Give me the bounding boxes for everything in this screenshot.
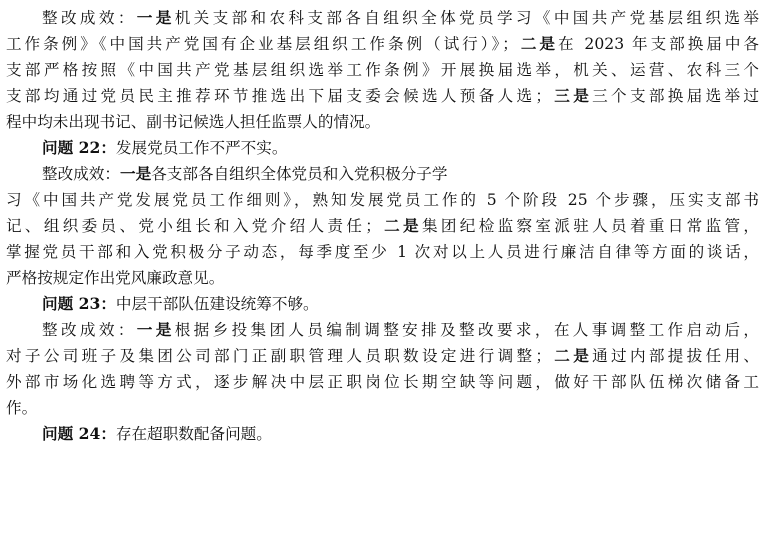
paragraph-line: 严格按规定作出党风廉政意见。 — [6, 269, 225, 287]
paragraph-text: 通过内部提拔任用、 — [592, 347, 759, 365]
point-marker: 二是 — [380, 216, 422, 235]
point-marker: 二是 — [517, 34, 558, 53]
paragraph-line — [6, 5, 759, 31]
outcome-label: 整改成效： — [42, 165, 120, 183]
paragraph-line — [6, 83, 759, 109]
paragraph-line: 外部市场化选聘等方式，逐步解决中层正职岗位长期空缺等问题，做好干部队伍梯次储备工 — [6, 373, 759, 391]
paragraph-text: 机关支部和农科支部各自组织全体党员学习《中国共产党基层组织选举 — [174, 9, 759, 27]
paragraph-text: 各支部各自组织全体党员和入党积极分子学 — [151, 165, 448, 183]
issue-label: 问题 24： — [42, 424, 116, 443]
paragraph-line — [6, 317, 759, 343]
paragraph-text: 记、组织委员、党小组长和入党介绍人责任； — [6, 217, 381, 235]
paragraph-text: 工作条例》《中国共产党国有企业基层组织工作条例（试行）》； — [6, 35, 518, 53]
paragraph-line — [6, 343, 759, 369]
point-marker: 一是 — [136, 8, 175, 27]
paragraph-text: 集团纪检监察室派驻人员着重日常监管， — [421, 217, 759, 235]
point-marker: 一是 — [136, 320, 175, 339]
paragraph-text: 三个支部换届选举过 — [592, 87, 759, 105]
issue-heading — [6, 291, 759, 317]
paragraph-line: 支部严格按照《中国共产党基层组织选举工作条例》开展换届选举，机关、运营、农科三个 — [6, 61, 759, 79]
point-marker: 三是 — [550, 86, 593, 105]
paragraph-text: 在 2023 年支部换届中各 — [557, 35, 759, 53]
issue-label: 问题 22： — [42, 138, 116, 157]
paragraph-line: 作。 — [6, 399, 38, 417]
issue-text: 存在超职数配备问题。 — [115, 425, 272, 443]
issue-label: 问题 23： — [42, 294, 116, 313]
paragraph-text: 根据乡投集团人员编制调整安排及整改要求，在人事调整工作启动后， — [174, 321, 759, 339]
paragraph-text: 对子公司班子及集团公司部门正副职管理人员职数设定进行调整； — [6, 347, 551, 365]
paragraph-line: 程中均未出现书记、副书记候选人担任监票人的情况。 — [6, 113, 381, 131]
issue-heading — [6, 135, 759, 161]
point-marker: 二是 — [550, 346, 593, 365]
outcome-label: 整改成效： — [42, 9, 137, 27]
paragraph-text: 支部均通过党员民主推荐环节推选出下届支委会候选人预备人选； — [6, 87, 551, 105]
paragraph-line: 掌握党员干部和入党积极分子动态，每季度至少 1 次对以上人员进行廉洁自律等方面的谈话， — [6, 243, 759, 261]
outcome-label: 整改成效： — [42, 321, 137, 339]
paragraph-line — [6, 161, 759, 187]
paragraph-line: 习《中国共产党发展党员工作细则》，熟知发展党员工作的 5 个阶段 25 个步骤，压实支部书 — [6, 191, 759, 209]
point-marker: 一是 — [119, 164, 152, 183]
document-page — [0, 5, 767, 535]
paragraph-line — [6, 213, 759, 239]
issue-heading — [6, 421, 759, 447]
paragraph-line — [6, 31, 759, 57]
issue-text: 中层干部队伍建设统筹不够。 — [115, 295, 319, 313]
issue-text: 发展党员工作不严不实。 — [115, 139, 288, 157]
